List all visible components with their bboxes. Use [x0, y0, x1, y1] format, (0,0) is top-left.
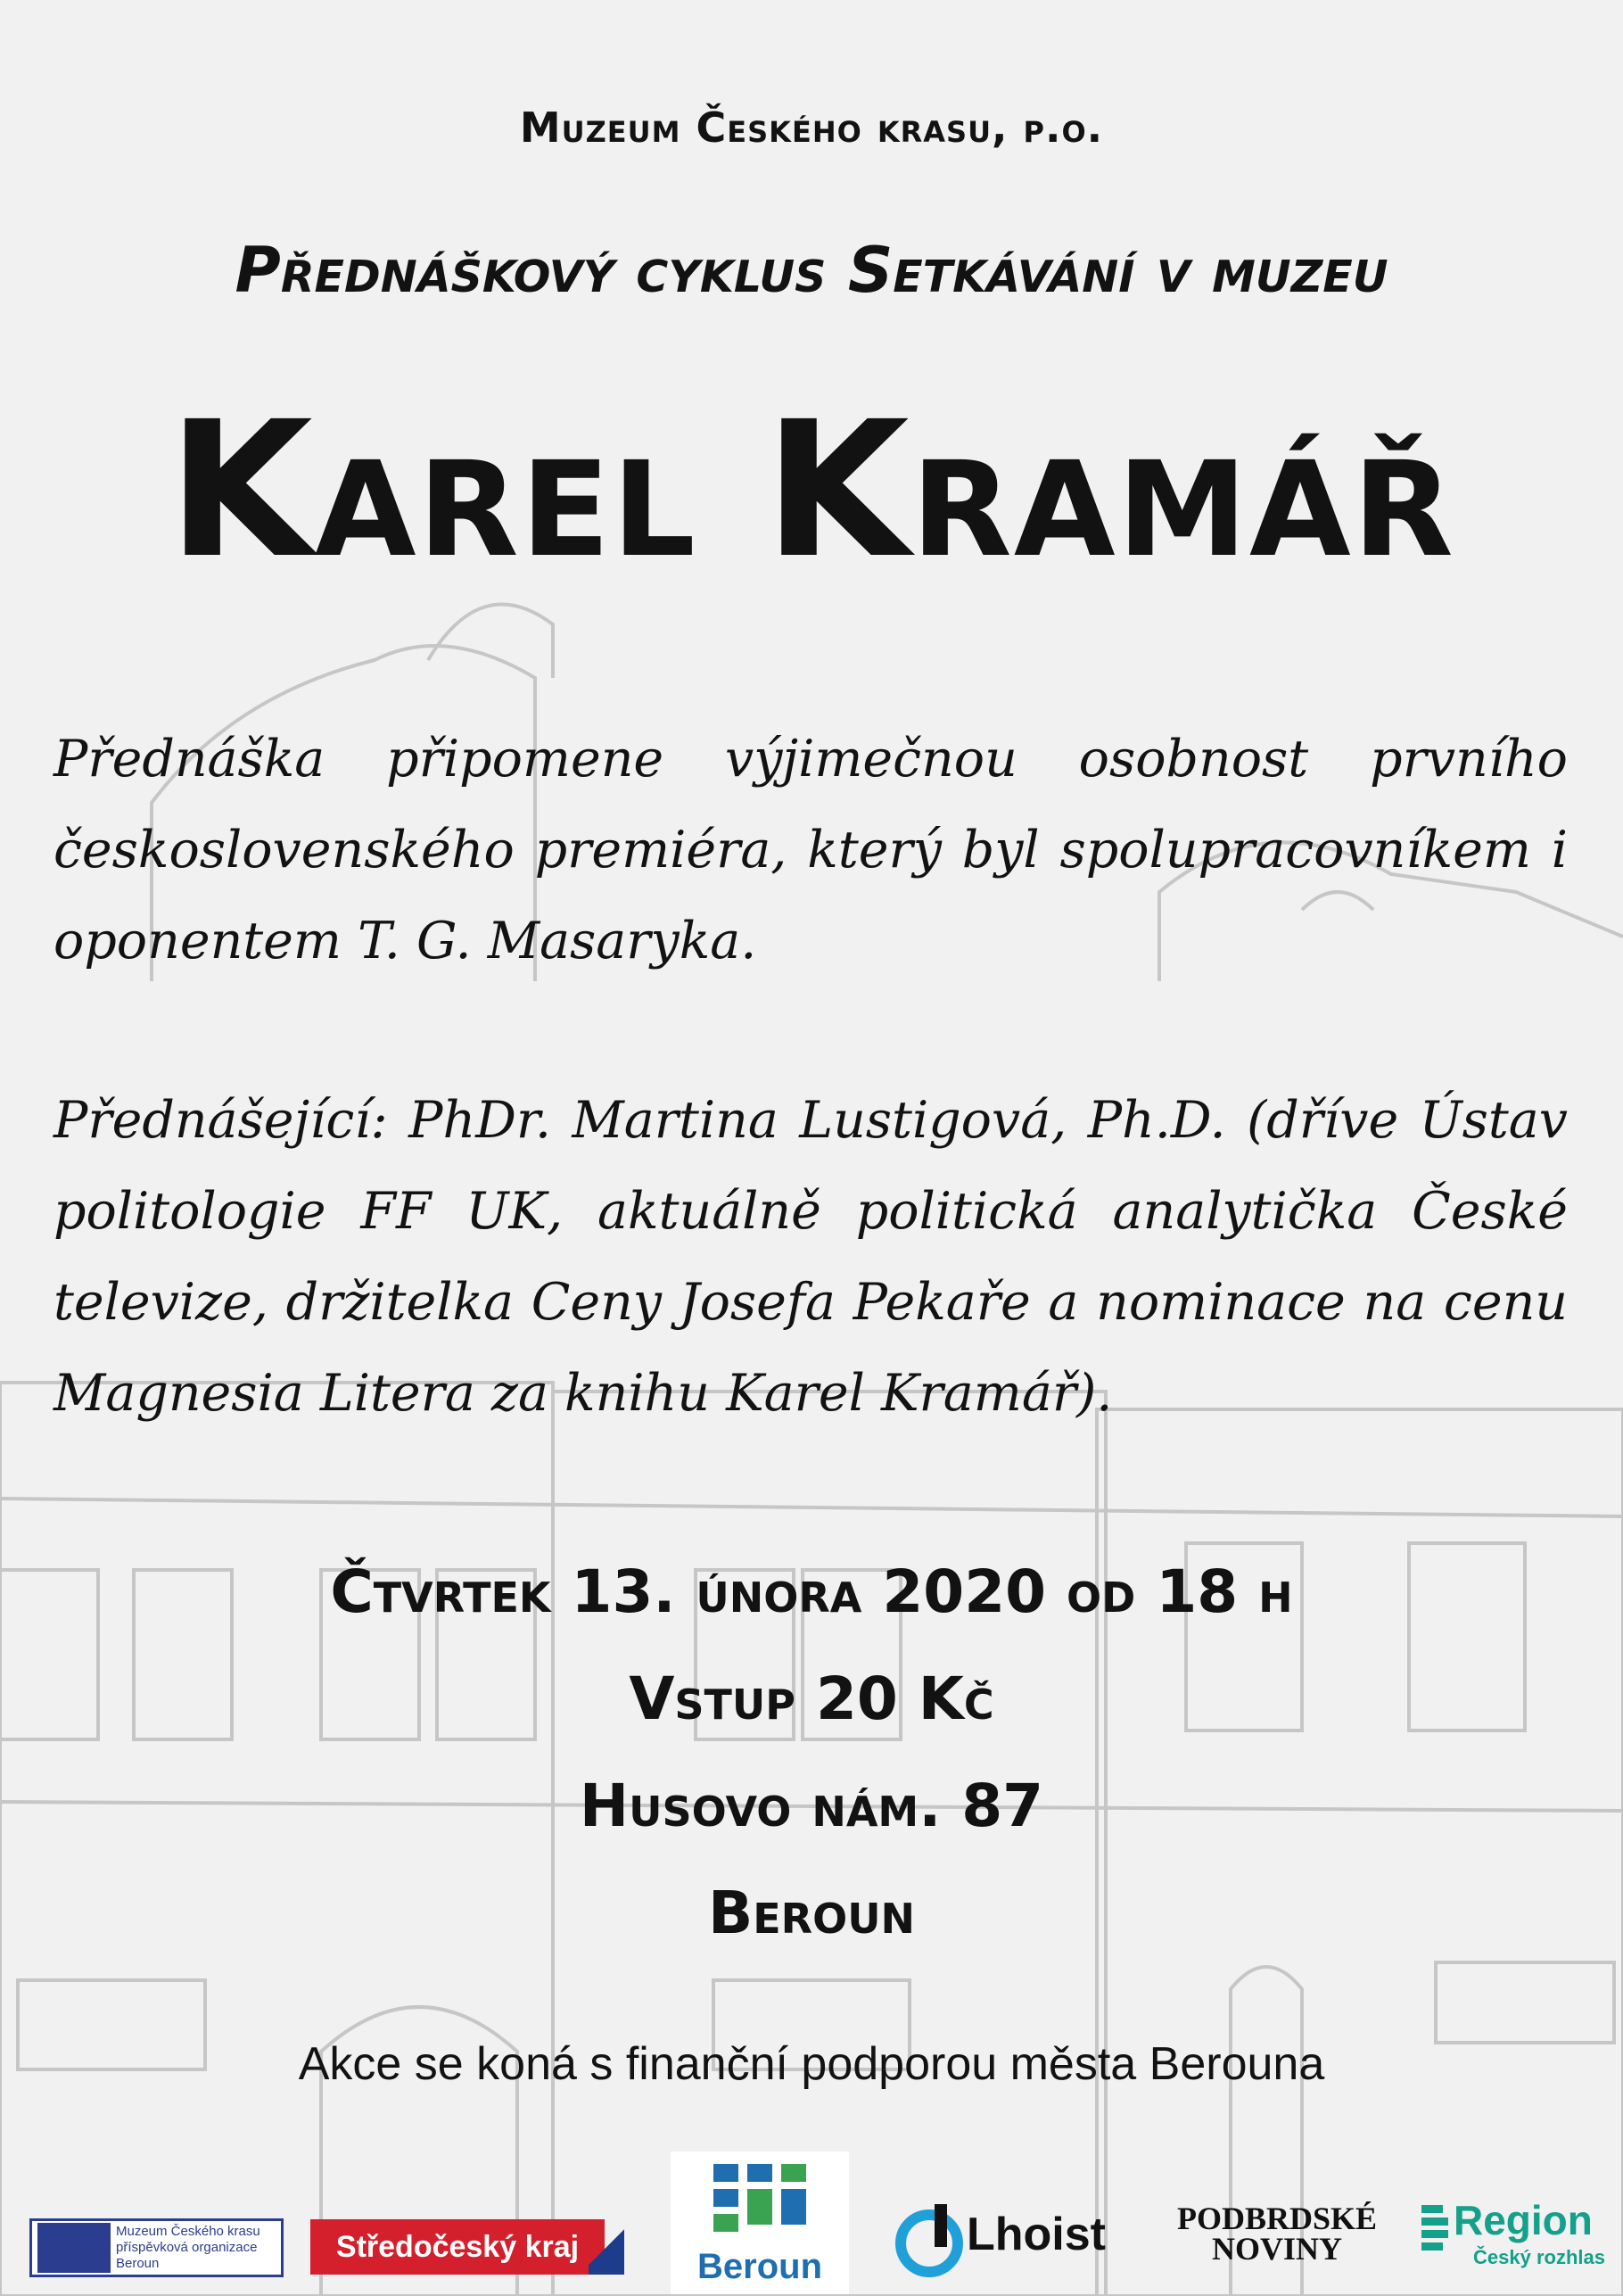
stredocesky-kraj-label: Středočeský kraj — [310, 2219, 605, 2275]
museum-logo-line2: příspěvková organizace — [116, 2240, 258, 2255]
lecture-series-title: Přednáškový cyklus Setkávání v muzeu — [235, 234, 1388, 307]
event-city: Beroun — [707, 1879, 916, 1947]
museum-logo-line3: Beroun — [116, 2256, 160, 2271]
lhoist-logo-label: Lhoist — [967, 2209, 1106, 2260]
event-entry-fee: Vstup 20 Kč — [629, 1664, 994, 1733]
region-logo-sublabel: Český rozhlas — [1473, 2246, 1605, 2268]
organizer-name: Muzeum Českého krasu, p.o. — [519, 103, 1104, 152]
event-date: Čtvrtek 13. února 2020 od 18 h — [330, 1557, 1293, 1626]
region-logo-label: Region — [1454, 2197, 1593, 2243]
beroun-emblem-icon — [671, 2151, 849, 2250]
podbrdske-line2: NOVINY — [1211, 2231, 1342, 2267]
museum-building-icon — [37, 2223, 111, 2273]
lhoist-swirl-icon — [892, 2199, 967, 2279]
lecture-description: Přednáška připomene výjimečnou osobnost prvního československého premiéra, který byl spolupracovníkem i oponentem T. G. Masaryka. — [54, 730, 1568, 970]
cesky-rozhlas-icon — [1418, 2201, 1454, 2255]
lhoist-logo — [892, 2199, 1128, 2279]
speaker-description: Přednášející: PhDr. Martina Lustigová, Ph.D. (dříve Ústav politologie FF UK, aktuálně politická analytička České televize, držitelka Ceny Josefa Pekaře a nominace na cenu Magnesia Litera za knihu Karel Kramář). — [54, 1091, 1568, 1423]
beroun-logo — [671, 2151, 849, 2294]
lecture-title: Karel Kramář — [168, 381, 1455, 599]
museum-logo — [29, 2218, 284, 2277]
podbrdske-line1: PODBRDSKÉ — [1176, 2201, 1378, 2236]
event-address: Husovo nám. 87 — [579, 1772, 1044, 1840]
support-note: Akce se koná s finanční podporou města Berouna — [298, 2038, 1325, 2090]
stredocesky-kraj-logo — [310, 2219, 624, 2275]
museum-logo-line1: Muzeum Českého krasu — [116, 2224, 260, 2239]
region-cesky-rozhlas-logo — [1418, 2194, 1605, 2275]
stredocesky-stripe — [589, 2219, 624, 2275]
podbrdske-noviny-logo — [1152, 2203, 1402, 2266]
beroun-logo-label: Beroun — [697, 2247, 822, 2286]
